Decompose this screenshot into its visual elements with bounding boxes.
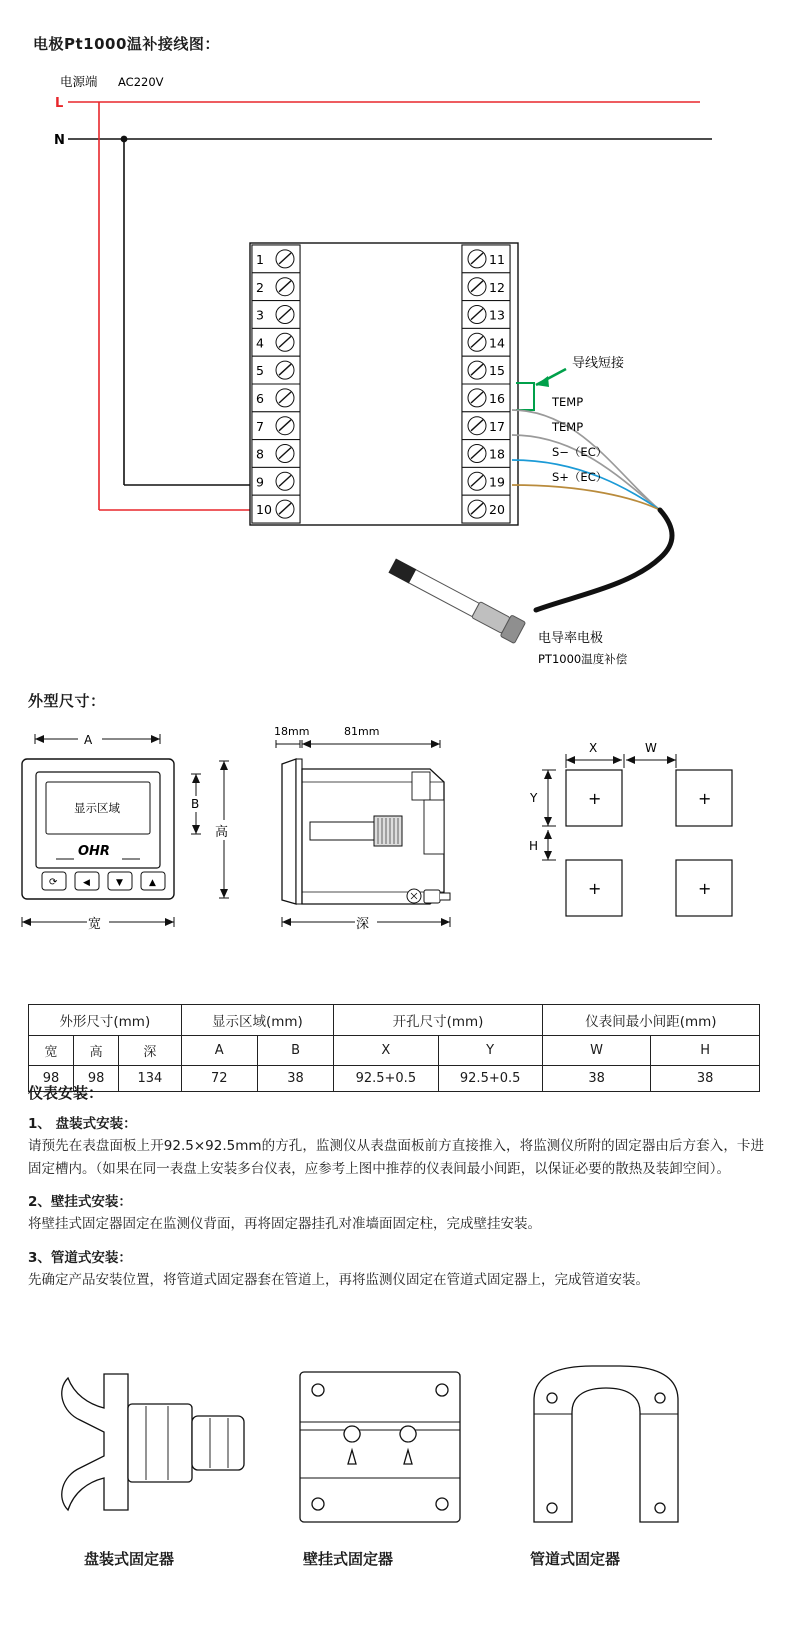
cutout-cross-2: + [698, 789, 712, 808]
install-body-3: 先确定产品安装位置，将管道式固定器套在管道上，再将监测仪固定在管道式固定器上，完成管道安装。 [28, 1271, 649, 1288]
terminal-number: 20 [489, 502, 505, 518]
dimensions-section-title: 外型尺寸： [28, 692, 106, 710]
install-heading-3: 3、管道式安装： [28, 1249, 132, 1266]
td-X: 92.5+0.5 [334, 1066, 438, 1092]
table-row-group-header [29, 1005, 760, 1036]
wall-mount-bracket [300, 1372, 460, 1522]
td-W: 38 [542, 1066, 651, 1092]
install-body-1: 请预先在表盘面板上开92.5×92.5mm的方孔，监测仪从表盘面板前方直接推入，将监测仪所附的固定器由后方套入，卡进固定槽内。（如果在同一表盘上安装多台仪表，应参考上图中推荐的仪表间最小间距，以保证必要的散热及装卸空间）。 [28, 1138, 764, 1178]
terminal-number: 3 [256, 307, 264, 323]
terminal-number: 13 [489, 307, 505, 323]
bracket-caption-3: 管道式固定器 [530, 1550, 621, 1568]
cutout-cross-1: + [588, 789, 602, 808]
probe-sub: PT1000温度补偿 [538, 652, 628, 666]
short-wire-note: 导线短接 [572, 356, 625, 371]
cutout-X-label: X [589, 741, 598, 755]
td-w: 98 [29, 1066, 74, 1092]
terminal-number: 14 [489, 335, 505, 351]
terminal-number: 8 [256, 446, 264, 462]
panel-mount-bracket [62, 1374, 244, 1510]
th-X: X [334, 1036, 438, 1066]
install-heading-1: 1、 盘装式安装： [28, 1116, 137, 1132]
key-power-icon[interactable]: ⟳ [49, 877, 58, 888]
th-d: 深 [119, 1036, 181, 1066]
td-Y: 92.5+0.5 [438, 1066, 542, 1092]
terminal-number: 10 [256, 502, 272, 518]
display-area-label: 显示区域 [74, 801, 120, 815]
front-total-width: 宽 [88, 917, 102, 932]
terminal-number: 11 [489, 252, 505, 267]
terminal-number: 19 [489, 474, 505, 490]
cutout-W-label: W [645, 741, 657, 755]
wiring-diagram [0, 58, 790, 678]
brand-label: OHR [78, 844, 110, 859]
terminal-number: 2 [256, 279, 264, 295]
bracket-caption-1: 盘装式固定器 [84, 1550, 175, 1568]
terminal-number: 9 [256, 474, 264, 490]
cutout-view [529, 741, 732, 916]
line-L-label: L [55, 96, 64, 111]
signal-label-1: TEMP [552, 420, 584, 434]
terminal-number: 12 [489, 279, 505, 295]
front-total-height: 高 [215, 825, 229, 840]
front-view [22, 731, 236, 932]
cutout-cross-4: + [698, 879, 712, 898]
install-title: 仪表安装： [28, 1084, 104, 1102]
side-view [274, 725, 450, 932]
th-h: 高 [74, 1036, 119, 1066]
signal-label-2: S−（EC） [552, 445, 608, 459]
cutout-Y-label: Y [530, 791, 538, 805]
signal-label-3: S+（EC） [552, 470, 608, 484]
terminal-number: 18 [489, 446, 505, 462]
side-depth-label: 深 [356, 917, 370, 932]
terminal-number: 1 [256, 252, 264, 267]
line-N-label: N [54, 133, 65, 148]
td-B: 38 [257, 1066, 333, 1092]
key-down-icon[interactable]: ▼ [116, 878, 123, 888]
th-B: B [257, 1036, 333, 1066]
terminal-number: 15 [489, 363, 505, 379]
conductivity-probe [387, 555, 525, 644]
th-spacing-dim: 仪表间最小间距(mm) [542, 1005, 759, 1036]
terminal-block-right [462, 245, 510, 523]
pipe-mount-bracket [534, 1366, 678, 1522]
table-row-sub-header [29, 1036, 760, 1066]
install-section [28, 1082, 764, 1292]
terminal-number: 5 [256, 363, 264, 379]
terminal-number: 6 [256, 391, 264, 406]
install-heading-2: 2、壁挂式安装： [28, 1194, 132, 1211]
terminal-number: 16 [489, 391, 505, 406]
wiring-section-title: 电极Pt1000温补接线图： [33, 35, 220, 53]
bracket-drawings [0, 1360, 790, 1644]
terminal-number: 4 [256, 335, 264, 351]
td-H: 38 [651, 1066, 760, 1092]
cutout-H-label: H [529, 839, 539, 853]
th-W: W [542, 1036, 651, 1066]
cutout-cross-3: + [588, 879, 602, 898]
th-outer-dim: 外形尺寸(mm) [29, 1005, 182, 1036]
th-Y: Y [438, 1036, 542, 1066]
key-left-icon[interactable]: ◀ [83, 878, 90, 888]
spec-table [28, 1004, 760, 1092]
terminal-block-left [252, 245, 300, 523]
td-A: 72 [181, 1066, 257, 1092]
th-A: A [181, 1036, 257, 1066]
power-label: 电源端 [60, 74, 98, 89]
front-width-A: A [84, 733, 93, 747]
power-voltage: AC220V [118, 75, 164, 89]
th-display-dim: 显示区域(mm) [181, 1005, 334, 1036]
side-body-depth: 81mm [344, 725, 380, 738]
terminal-number: 17 [489, 418, 505, 434]
key-up-icon[interactable]: ▲ [149, 878, 156, 888]
dimension-drawings [0, 712, 790, 972]
terminal-number: 7 [256, 418, 264, 434]
th-w: 宽 [29, 1036, 74, 1066]
signal-label-0: TEMP [552, 395, 584, 409]
front-height-B: B [191, 797, 200, 811]
install-body-2: 将壁挂式固定器固定在监测仪背面，再将固定器挂孔对准墙面固定柱，完成壁挂安装。 [28, 1216, 541, 1233]
side-front-depth: 18mm [274, 725, 310, 738]
td-d: 134 [119, 1066, 181, 1092]
bracket-caption-2: 壁挂式固定器 [303, 1550, 394, 1568]
th-H: H [651, 1036, 760, 1066]
th-cutout-dim: 开孔尺寸(mm) [334, 1005, 543, 1036]
probe-name: 电导率电极 [538, 631, 604, 646]
td-h: 98 [74, 1066, 119, 1092]
